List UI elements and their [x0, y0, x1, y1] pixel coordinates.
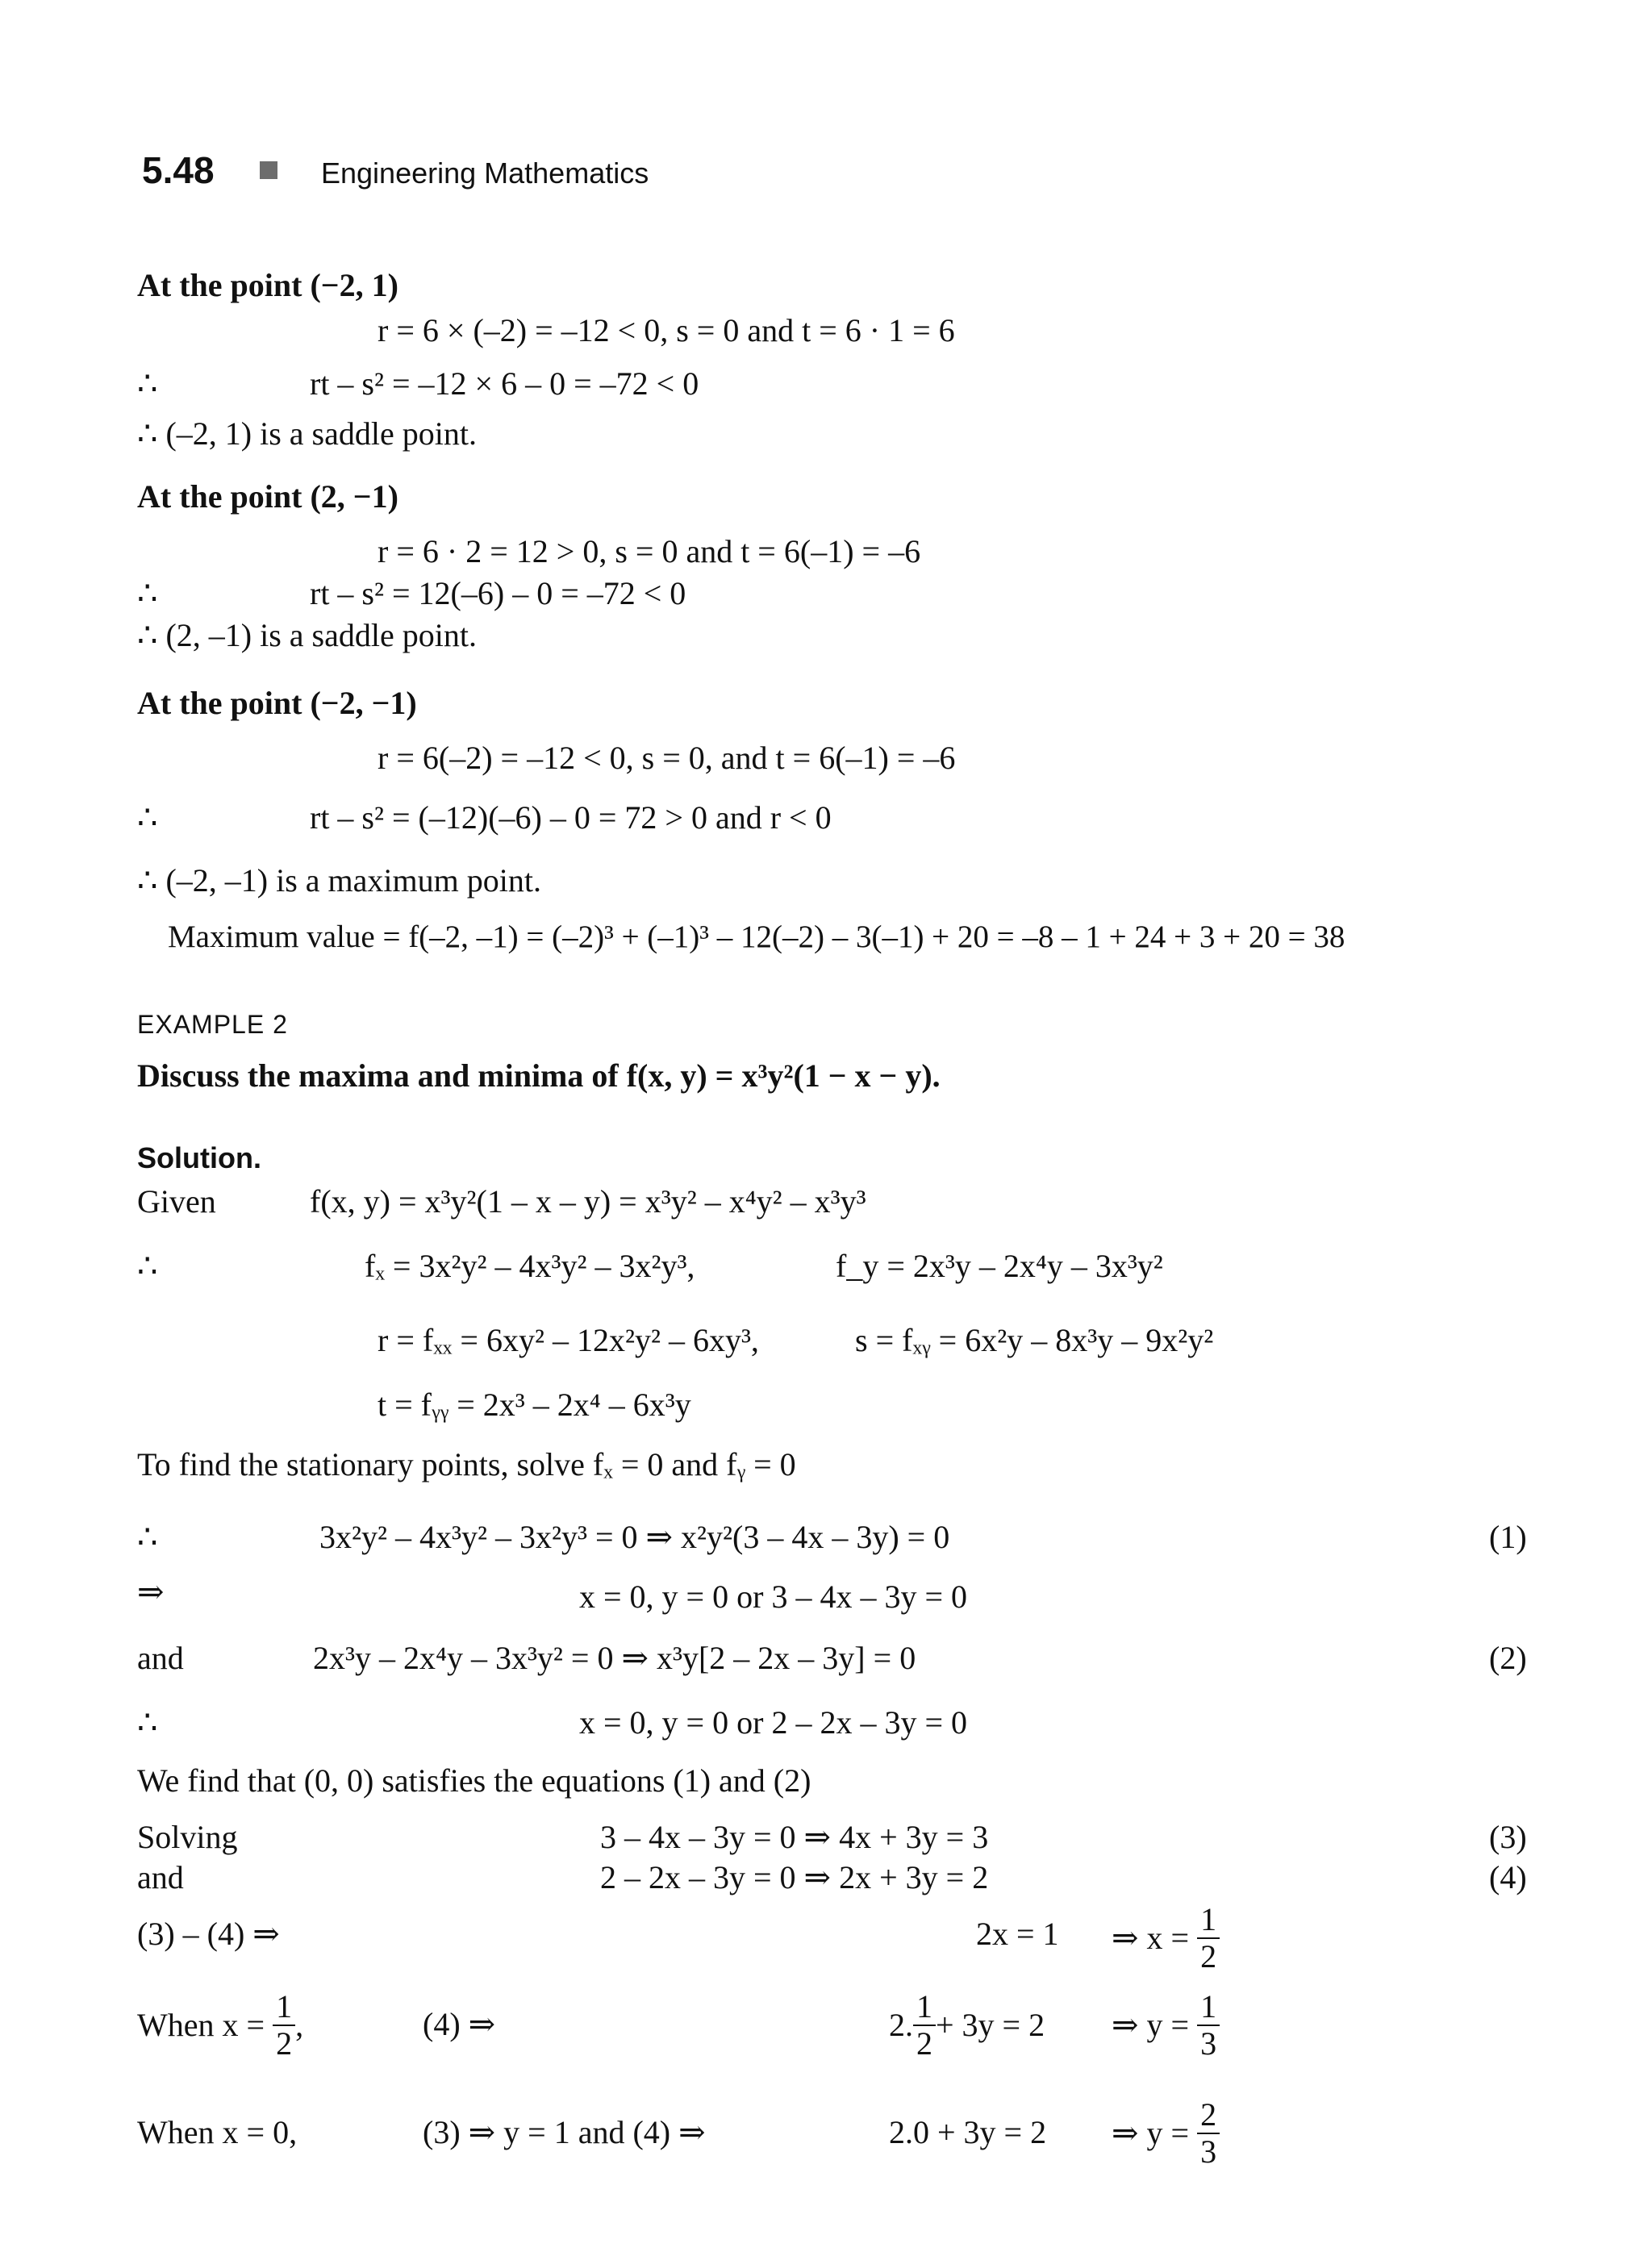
- example-label: EXAMPLE 2: [137, 1010, 288, 1039]
- header-square-icon: [260, 161, 277, 179]
- equation: s = fₓᵧ = 6x²y – 8x³y – 9x²y²: [855, 1322, 1214, 1358]
- book-title: Engineering Mathematics: [321, 156, 649, 190]
- and-label: and: [137, 1640, 184, 1676]
- equation: x = 0, y = 0 or 3 – 4x – 3y = 0: [579, 1578, 967, 1615]
- equation: (3) ⇒ y = 1 and (4) ⇒: [423, 2114, 706, 2150]
- equation: fₓ = 3x²y² – 4x³y² – 3x²y³,: [365, 1248, 695, 1284]
- example-statement: Discuss the maxima and minima of f(x, y) = x³y²(1 − x − y).: [137, 1057, 941, 1094]
- equation: t = fᵧᵧ = 2x³ – 2x⁴ – 6x³y: [378, 1387, 691, 1423]
- reference: (4) ⇒: [423, 2006, 496, 2042]
- therefore-symbol: ∴: [137, 365, 158, 402]
- equation: f(x, y) = x³y²(1 – x – y) = x³y² – x⁴y² – x³y³: [310, 1183, 866, 1220]
- equation: rt – s² = 12(–6) – 0 = –72 < 0: [310, 575, 686, 611]
- equation-result: ⇒ y = $\frac{2}{3}$: [1112, 2097, 1220, 2170]
- given-label: Given: [137, 1183, 216, 1220]
- equation: 3 – 4x – 3y = 0 ⇒ 4x + 3y = 3: [600, 1819, 989, 1855]
- therefore-symbol: ∴: [137, 575, 158, 611]
- therefore-symbol: ∴: [137, 1519, 158, 1555]
- when-clause: When x = $\frac{1}{2}$ ,: [137, 1988, 304, 2062]
- equation: rt – s² = (–12)(–6) – 0 = 72 > 0 and r < 0: [310, 799, 832, 836]
- operation-label: (3) – (4) ⇒: [137, 1916, 280, 1952]
- equation: 3x²y² – 4x³y² – 3x²y³ = 0 ⇒ x²y²(3 – 4x – 3y) = 0: [319, 1519, 950, 1555]
- section-heading: At the point (−2, 1): [137, 267, 398, 303]
- fraction-one-half: $\frac{1}{2}$: [273, 1989, 295, 2062]
- equation: 2x³y – 2x⁴y – 3x³y² = 0 ⇒ x³y[2 – 2x – 3y] = 0: [313, 1640, 916, 1676]
- equation: 2.0 + 3y = 2: [889, 2114, 1047, 2150]
- therefore-symbol: ∴: [137, 1248, 158, 1284]
- paragraph: To find the stationary points, solve fₓ = 0 and fᵧ = 0: [137, 1446, 796, 1482]
- section-heading: At the point (2, −1): [137, 478, 398, 515]
- implies-symbol: ⇒: [137, 1574, 165, 1610]
- therefore-symbol: ∴: [137, 1704, 158, 1741]
- equation: r = 6 · 2 = 12 > 0, s = 0 and t = 6(–1) = –6: [378, 533, 921, 569]
- therefore-symbol: ∴: [137, 799, 158, 836]
- conclusion: ∴ (–2, 1) is a saddle point.: [137, 415, 477, 452]
- equation-number: (1): [1489, 1519, 1527, 1555]
- and-label: and: [137, 1859, 184, 1895]
- equation: r = 6 × (–2) = –12 < 0, s = 0 and t = 6 · 1 = 6: [378, 312, 955, 348]
- equation-number: (4): [1489, 1859, 1527, 1895]
- conclusion: ∴ (–2, –1) is a maximum point.: [137, 862, 541, 899]
- equation: 2 – 2x – 3y = 0 ⇒ 2x + 3y = 2: [600, 1859, 989, 1895]
- equation: 2. $\frac{1}{2}$ + 3y = 2: [889, 1988, 1045, 2062]
- conclusion: ∴ (2, –1) is a saddle point.: [137, 617, 477, 653]
- equation: rt – s² = –12 × 6 – 0 = –72 < 0: [310, 365, 699, 402]
- equation-number: (3): [1489, 1819, 1527, 1855]
- section-heading: At the point (−2, −1): [137, 685, 417, 721]
- paragraph: We find that (0, 0) satisfies the equations (1) and (2): [137, 1762, 811, 1799]
- equation: r = fₓₓ = 6xy² – 12x²y² – 6xy³,: [378, 1322, 759, 1358]
- fraction-one-third: $\frac{1}{3}$: [1197, 1989, 1220, 2062]
- fraction-two-thirds: $\frac{2}{3}$: [1197, 2097, 1220, 2170]
- fraction-one-half: $\frac{1}{2}$: [1197, 1902, 1220, 1975]
- when-clause: When x = 0,: [137, 2114, 298, 2150]
- equation: f_y = 2x³y – 2x⁴y – 3x³y²: [836, 1248, 1163, 1284]
- page-number: 5.48: [142, 149, 215, 191]
- equation: r = 6(–2) = –12 < 0, s = 0, and t = 6(–1) = –6: [378, 740, 956, 776]
- fraction-one-half: $\frac{1}{2}$: [913, 1989, 936, 2062]
- equation: x = 0, y = 0 or 2 – 2x – 3y = 0: [579, 1704, 967, 1741]
- maximum-value: Maximum value = f(–2, –1) = (–2)³ + (–1)³ – 12(–2) – 3(–1) + 20 = –8 – 1 + 24 + 3 + 20 = 38: [168, 919, 1345, 954]
- equation-result: ⇒ y = $\frac{1}{3}$: [1112, 1989, 1220, 2062]
- solution-label: Solution.: [137, 1141, 261, 1174]
- equation-result: ⇒ x = $\frac{1}{2}$: [1112, 1902, 1220, 1975]
- equation-number: (2): [1489, 1640, 1527, 1676]
- equation: 2x = 1: [976, 1916, 1059, 1952]
- solving-label: Solving: [137, 1819, 238, 1855]
